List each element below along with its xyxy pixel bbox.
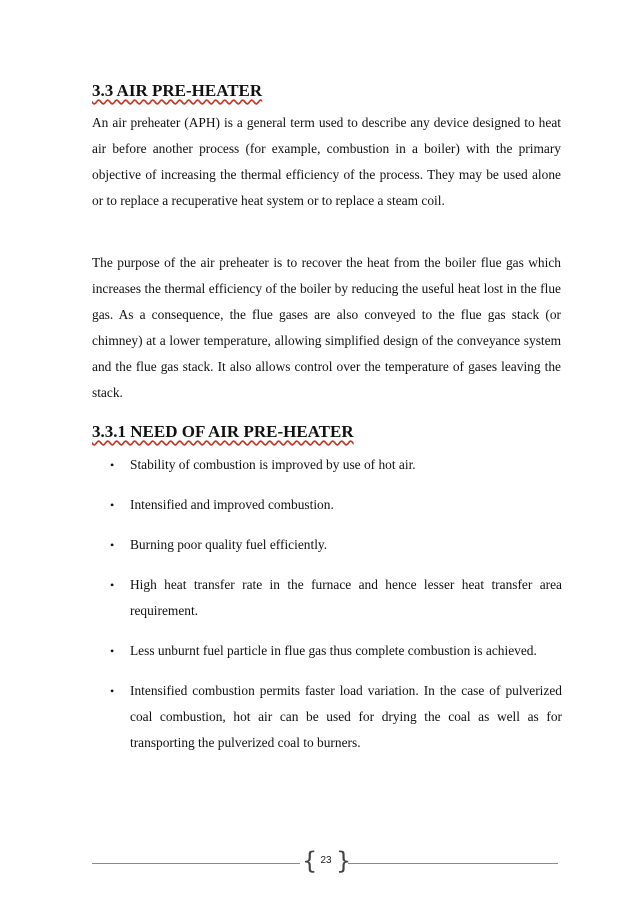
page-number: 23 xyxy=(320,855,332,866)
footer-rule-left xyxy=(92,863,300,864)
right-brace-icon: } xyxy=(336,847,352,875)
list-item-text: Less unburnt fuel particle in flue gas thus complete combustion is achieved. xyxy=(130,643,537,658)
paragraph-purpose: The purpose of the air preheater is to recover the heat from the boiler flue gas which increases the thermal efficiency of the boiler by reducing the useful heat lost in the flue gas. As a consequence, the flue gases are also conveyed to the flue gas stack (or chimney) at a lower temperature, allowing simplified design of the conveyance system and the flue gas stack. It also allows control over the temperature of gases leaving the stack. xyxy=(92,255,561,400)
bullet-icon: • xyxy=(110,538,115,552)
bullet-icon: • xyxy=(110,684,115,698)
left-brace-icon: { xyxy=(302,847,318,875)
bullet-icon: • xyxy=(110,578,115,592)
section-heading: 3.3 AIR PRE-HEATER xyxy=(92,81,263,100)
bullet-icon: • xyxy=(110,498,115,512)
list-item xyxy=(110,572,562,624)
list-item-text: Intensified combustion permits faster load variation. In the case of pulverized coal combustion, hot air can be used for drying the coal as well as for transporting the pulverized coal to burners. xyxy=(130,683,562,750)
list-item-text: Intensified and improved combustion. xyxy=(130,497,334,512)
bullet-icon: • xyxy=(110,644,115,658)
paragraph-intro: An air preheater (APH) is a general term used to describe any device designed to heat air before another process (for example, combustion in a boiler) with the primary objective of increasing the thermal efficiency of the process. They may be used alone or to replace a recuperative heat system or to replace a steam coil. xyxy=(92,115,561,208)
list-item-text: Burning poor quality fuel efficiently. xyxy=(130,537,328,552)
list-item-text: Stability of combustion is improved by use of hot air. xyxy=(130,457,416,472)
list-item xyxy=(110,452,562,478)
need-list xyxy=(110,452,562,756)
bullet-icon: • xyxy=(110,458,115,472)
list-item xyxy=(110,678,562,756)
page-footer xyxy=(92,847,558,875)
list-item xyxy=(110,532,562,558)
subsection-heading: 3.3.1 NEED OF AIR PRE-HEATER xyxy=(92,422,354,441)
footer-rule-right xyxy=(348,863,558,864)
list-item xyxy=(110,638,562,664)
list-item xyxy=(110,492,562,518)
list-item-text: High heat transfer rate in the furnace and hence lesser heat transfer area requirement. xyxy=(130,577,562,618)
